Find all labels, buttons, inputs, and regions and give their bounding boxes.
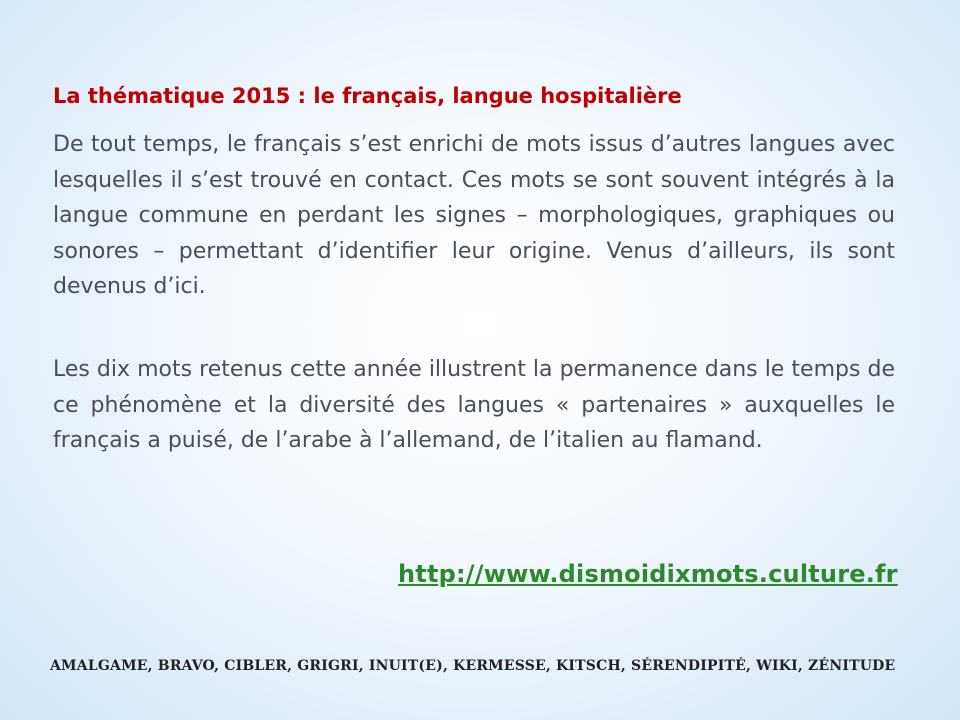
paragraph-ten-words: Les dix mots retenus cette année illustrent la permanence dans le temps de ce phénomène et la diversité des langues « partenaires » auxquelles le français a puisé, de l’arabe à l’allemand, de l’italien au flamand. [53,357,895,453]
word-list: AMALGAME, BRAVO, CIBLER, GRIGRI, INUIT(E), KERMESSE, KITSCH, SÉRENDIPITÉ, WIKI, ZÉNITUDE [50,658,896,674]
slide-title: La thématique 2015 : le français, langue hospitalière [53,84,682,108]
website-link[interactable]: http://www.dismoidixmots.culture.fr [398,560,898,588]
paragraph-history: De tout temps, le français s’est enrichi de mots issus d’autres langues avec lesquelles il s’est trouvé en contact. Ces mots se sont souvent intégrés à la langue commune en perdant les signes – morphologiques, graphiques ou sonores – permettant d’identifier leur origine. Venus d’ailleurs, ils sont devenus d’ici. [53,132,895,299]
